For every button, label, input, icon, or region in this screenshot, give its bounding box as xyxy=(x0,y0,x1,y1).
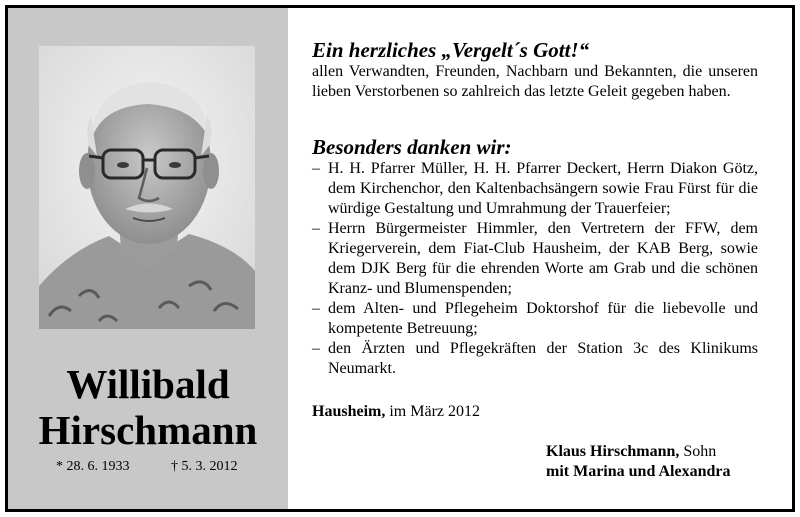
intro-paragraph: allen Verwandten, Freunden, Nachbarn und Bekannten, die unseren lieben Verstorbenen so zahlreich das letzte Geleit gegeben haben. xyxy=(312,63,758,100)
death-date: † 5. 3. 2012 xyxy=(171,459,238,474)
list-item xyxy=(312,219,758,299)
list-item-text: den Ärzten und Pflegekräften der Station 3c des Klinikums Neumarkt. xyxy=(328,340,758,377)
deceased-last-name: Hirschmann xyxy=(38,407,258,453)
list-dash: – xyxy=(312,220,320,237)
thanks-list xyxy=(312,159,758,379)
place-date xyxy=(312,402,480,422)
list-dash: – xyxy=(312,300,320,317)
signer-name: Klaus Hirschmann, xyxy=(546,443,680,460)
signer-relation: Sohn xyxy=(683,443,717,460)
signature-line-2 xyxy=(546,462,730,482)
list-dash: – xyxy=(312,160,320,177)
special-thanks-heading: Besonders danken wir: xyxy=(312,135,512,159)
left-panel xyxy=(8,8,288,509)
obituary-card xyxy=(5,5,795,512)
signature-line-1 xyxy=(546,442,730,462)
deceased-first-name: Willibald xyxy=(66,361,230,407)
signature-block xyxy=(546,442,730,482)
list-item xyxy=(312,339,758,379)
list-item-text: H. H. Pfarrer Müller, H. H. Pfarrer Deckert, Herrn Diakon Götz, dem Kirchenchor, den Kaltenbachsängern sowie Frau Fürst für die würdige Gestaltung und Umrahmung der Trauerfeier; xyxy=(328,160,758,217)
list-item xyxy=(312,159,758,219)
place-name: Hausheim, xyxy=(312,403,386,420)
list-item-text: dem Alten- und Pflegeheim Doktorshof für die liebevolle und kompetente Betreuung; xyxy=(328,300,758,337)
list-item xyxy=(312,299,758,339)
portrait-photo xyxy=(39,46,255,329)
signer-family: mit Marina und Alexandra xyxy=(546,463,731,480)
thanks-heading: Ein herzliches „Vergelt´s Gott!“ xyxy=(312,38,590,62)
list-item-text: Herrn Bürgermeister Himmler, den Vertretern der FFW, dem Kriegerverein, dem Fiat-Club Hausheim, der KAB Berg, sowie dem DJK Berg für die ehrenden Worte am Grab und die schönen Kranz- und Blumenspenden; xyxy=(328,220,758,297)
list-dash: – xyxy=(312,340,320,357)
birth-date: * 28. 6. 1933 xyxy=(56,459,130,474)
date-text: im März 2012 xyxy=(389,403,480,420)
